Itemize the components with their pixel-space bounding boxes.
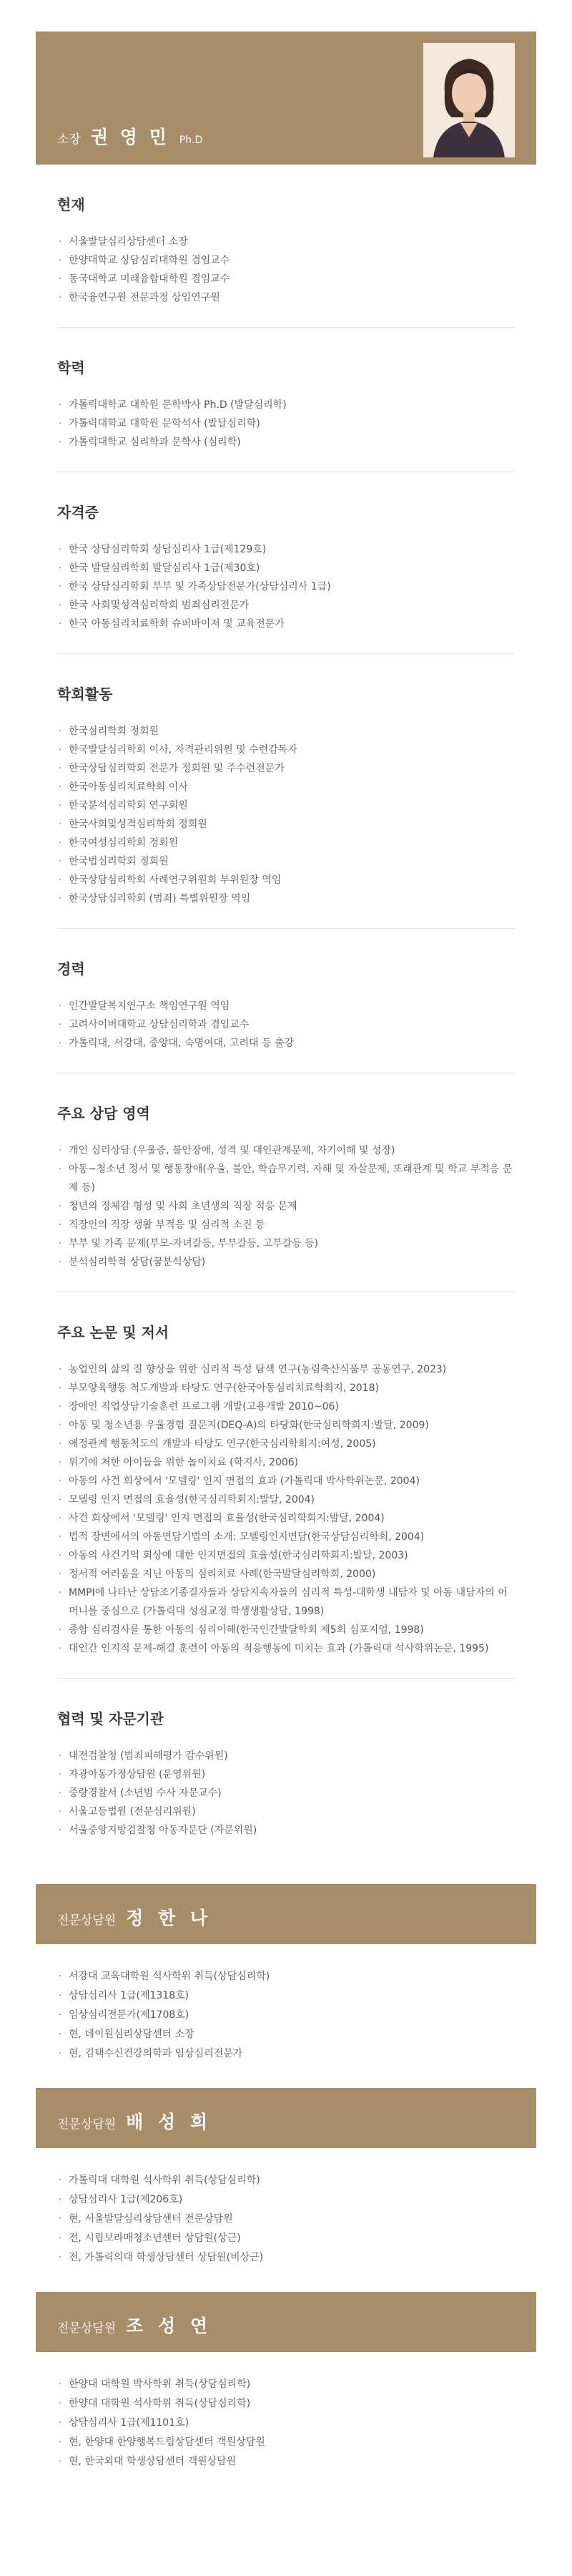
list-item: · 아동 및 청소년용 우울경험 질문지(DEQ-A)의 타당화(한국심리학회지:발달, 2009) xyxy=(57,1416,515,1435)
list-item: · 가톨릭대, 서강대, 중앙대, 숙명여대, 고려대 등 출강 xyxy=(57,1034,515,1053)
section-title: 자격증 xyxy=(57,504,99,521)
list-item: · 상담심리사 1급(제1318호) xyxy=(57,1986,515,2006)
list-item: · 종합 심리검사를 통한 아동의 심리이해(한국인간발달학회 제5회 심포지엄, 1998) xyxy=(57,1621,515,1639)
list-item: · 가톨릭대학교 심리학과 문학사 (심리학) xyxy=(57,433,515,452)
list-item: · 한국 사회및성격심리학회 범죄심리전문가 xyxy=(57,596,515,615)
list-item: · 한국상담심리학회 (범죄) 특별위원장 역임 xyxy=(57,889,515,908)
section-education xyxy=(57,328,515,472)
list-item: · 한양대학교 상담심리대학원 겸임교수 xyxy=(57,251,515,270)
section-title: 주요 상담 영역 xyxy=(57,1105,150,1122)
list-item: · 전, 가톨릭의대 학생상담센터 상담원(비상근) xyxy=(57,2248,515,2268)
list-item: · 한국상담심리학회 전문가 정회원 및 주수련전문가 xyxy=(57,759,515,778)
list-item: · 사건 회상에서 '모델링' 인지 면접의 효율성(한국심리학회지:발달, 2004) xyxy=(57,1509,515,1528)
list-item: · 가톨릭대학교 대학원 문학박사 Ph.D (발달심리학) xyxy=(57,396,515,414)
section-career xyxy=(57,929,515,1073)
section-title: 학회활동 xyxy=(57,686,113,703)
list-item: · 직장인의 직장 생활 부적응 및 심리적 소진 등 xyxy=(57,1216,515,1234)
list-item: · 현, 서울발달심리상담센터 전문상담원 xyxy=(57,2210,515,2229)
list-item: · 법적 장면에서의 아동면담기법의 소개: 모델링인지면담(한국상담심리학회, 2004) xyxy=(57,1528,515,1546)
list-item: · 장애인 직업상담기술훈련 프로그램 개발(고용개발 2010~06) xyxy=(57,1397,515,1416)
list-item: · 가톨릭대학교 대학원 문학석사 (발달심리학) xyxy=(57,414,515,433)
section-certifications xyxy=(57,472,515,654)
list-item: · 가톨릭대 대학원 석사학위 취득(상담심리학) xyxy=(57,2171,515,2190)
list-item: · 분석심리학적 상담(꿈분석상담) xyxy=(57,1253,515,1272)
counselor-profile-list xyxy=(57,1967,515,2064)
list-item: · 부부 및 가족 문제(부모-자녀갈등, 부부갈등, 고부갈등 등) xyxy=(57,1234,515,1253)
list-item: · 한국융연구원 전문과정 상임연구원 xyxy=(57,288,515,307)
counselor-name: 정 한 나 xyxy=(126,1908,212,1928)
counselor-profile-list xyxy=(57,2171,515,2268)
list-item: · 모델링 인지 면접의 효율성(한국심리학회지:발달, 2004) xyxy=(57,1491,515,1509)
list-item: · 상담심리사 1급(제1101호) xyxy=(57,2414,515,2433)
list-item: · 청년의 정체감 형성 및 사회 초년생의 직장 적응 문제 xyxy=(57,1197,515,1216)
list-item: · 대인간 인지적 문제-해결 훈련이 아동의 적응행동에 미치는 효과 (가톨릭대 석사학위논문, 1995) xyxy=(57,1639,515,1658)
counselor-profile-list xyxy=(57,2375,515,2472)
director-title xyxy=(57,123,202,149)
section-counseling-areas xyxy=(57,1073,515,1292)
list-item: · 상담심리사 1급(제206호) xyxy=(57,2190,515,2210)
list-item: · 한국 아동심리치료학회 슈퍼바이저 및 교육전문가 xyxy=(57,615,515,633)
list-item: · 한국 상담심리학회 상담심리사 1급(제129호) xyxy=(57,540,515,559)
section-title: 주요 논문 및 저서 xyxy=(57,1324,169,1341)
list-item: · 전, 시립보라매청소년센터 상담원(상근) xyxy=(57,2229,515,2248)
profile-page xyxy=(36,0,536,2472)
list-item: · 한국아동심리치료학회 이사 xyxy=(57,778,515,796)
list-item: · 한국심리학회 정회원 xyxy=(57,722,515,741)
list-item: · 아동의 사건기억 회상에 대한 인지면접의 효율성(한국심리학회지:발달, 2003) xyxy=(57,1546,515,1565)
list-item: · 서울고등법원 (전문심리위원) xyxy=(57,1802,515,1821)
counselor-role: 전문상담원 xyxy=(57,1913,117,1928)
section-publications xyxy=(57,1292,515,1679)
list-item: · MMPI에 나타난 상담조기종결자들과 상담지속자들의 심리적 특성-대학생 내담자 및 아동 내담자의 어머니를 중심으로 (가톨릭대 성심교정 학생생활상담, 1998) xyxy=(57,1584,515,1621)
list-item: · 아동~청소년 정서 및 행동장애(우울, 불안, 학습무기력, 자해 및 자살문제, 또래관계 및 학교 부적응 문제 등) xyxy=(57,1160,515,1197)
list-item: · 한국여성심리학회 정회원 xyxy=(57,834,515,852)
counselor-banner xyxy=(36,2088,536,2148)
list-item: · 서울중앙지방검찰청 아동자문단 (자문위원) xyxy=(57,1821,515,1840)
section-title: 협력 및 자문기관 xyxy=(57,1710,164,1727)
list-item: · 한양대 대학원 박사학위 취득(상담심리학) xyxy=(57,2375,515,2394)
section-title: 학력 xyxy=(57,359,85,376)
list-item: · 한국법심리학회 정회원 xyxy=(57,852,515,871)
list-item: · 아동의 사건 회상에서 '모델링' 인지 면접의 효과 (가톨릭대 박사학위논문, 2004) xyxy=(57,1472,515,1491)
list-item: · 현, 한양대 한양행복드림상담센터 객원상담원 xyxy=(57,2433,515,2452)
list-item: · 위기에 처한 아이들을 위한 놀이치료 (학지사, 2006) xyxy=(57,1453,515,1472)
list-item: · 임상심리전문가(제1708호) xyxy=(57,2006,515,2025)
section-title: 경력 xyxy=(57,960,85,977)
counselor-role: 전문상담원 xyxy=(57,2321,117,2336)
director-name: 권 영 민 xyxy=(90,127,169,147)
list-item: · 현, 김택수신건강의학과 임상심리전문가 xyxy=(57,2044,515,2064)
section-advisory xyxy=(57,1679,515,1860)
list-item: · 중랑경찰서 (소년범 수사 자문교수) xyxy=(57,1784,515,1802)
list-item: · 서강대 교육대학원 석사학위 취득(상담심리학) xyxy=(57,1967,515,1986)
counselor-name: 배 성 희 xyxy=(126,2112,212,2132)
list-item: · 정서적 어려움을 지닌 아동의 심리치료 사례(한국발달심리학회, 2000) xyxy=(57,1565,515,1584)
list-item: · 한국사회및성격심리학회 정회원 xyxy=(57,815,515,834)
section-current xyxy=(57,165,515,328)
counselor-title xyxy=(57,1904,212,1930)
list-item: · 한국상담심리학회 사례연구위원회 부위원장 역임 xyxy=(57,871,515,889)
list-item: · 고려사이버대학교 상담심리학과 겸임교수 xyxy=(57,1015,515,1034)
list-item: · 부모양육행동 척도개발과 타당도 연구(한국아동심리치료학회지, 2018) xyxy=(57,1379,515,1397)
list-item: · 자광아동가정상담원 (운영위원) xyxy=(57,1765,515,1784)
director-role: 소장 xyxy=(57,132,81,147)
counselor-title xyxy=(57,2108,212,2134)
list-item: · 서울발달심리상담센터 소장 xyxy=(57,233,515,251)
list-item: · 인간발달복지연구소 책임연구원 역임 xyxy=(57,997,515,1015)
list-item: · 한국 발달심리학회 발달심리사 1급(제30호) xyxy=(57,559,515,577)
list-item: · 개인 심리상담 (우울증, 불안장애, 성격 및 대인관계문제, 자기이해 및 성장) xyxy=(57,1141,515,1160)
list-item: · 한양대 대학원 석사학위 취득(상담심리학) xyxy=(57,2394,515,2414)
counselor-banner xyxy=(36,1884,536,1944)
list-item: · 현, 한국외대 학생상담센터 객원상담원 xyxy=(57,2452,515,2472)
director-degree: Ph.D xyxy=(179,135,203,146)
list-item: · 농업인의 삶의 질 향상을 위한 심리적 특성 탐색 연구(농림축산식품부 공동연구, 2023) xyxy=(57,1360,515,1379)
list-item: · 한국 상담심리학회 부부 및 가족상담전문가(상담심리사 1급) xyxy=(57,577,515,596)
list-item: · 한국분석심리학회 연구회원 xyxy=(57,796,515,815)
counselor-name: 조 성 연 xyxy=(126,2316,212,2336)
list-item: · 애정관계 행동척도의 개발과 타당도 연구(한국심리학회지:여성, 2005) xyxy=(57,1435,515,1453)
counselor-role: 전문상담원 xyxy=(57,2117,117,2132)
counselor-title xyxy=(57,2312,212,2338)
section-title: 현재 xyxy=(57,196,85,213)
list-item: · 대전검찰청 (범죄피해평가 감수위원) xyxy=(57,1747,515,1765)
section-societies xyxy=(57,654,515,929)
director-banner xyxy=(36,31,536,165)
list-item: · 동국대학교 미래융합대학원 겸임교수 xyxy=(57,270,515,288)
list-item: · 현, 데이원심리상담센터 소장 xyxy=(57,2025,515,2044)
list-item: · 한국발달심리학회 이사, 자격관리위원 및 수련감독자 xyxy=(57,741,515,759)
counselor-banner xyxy=(36,2292,536,2352)
director-photo xyxy=(423,43,515,157)
